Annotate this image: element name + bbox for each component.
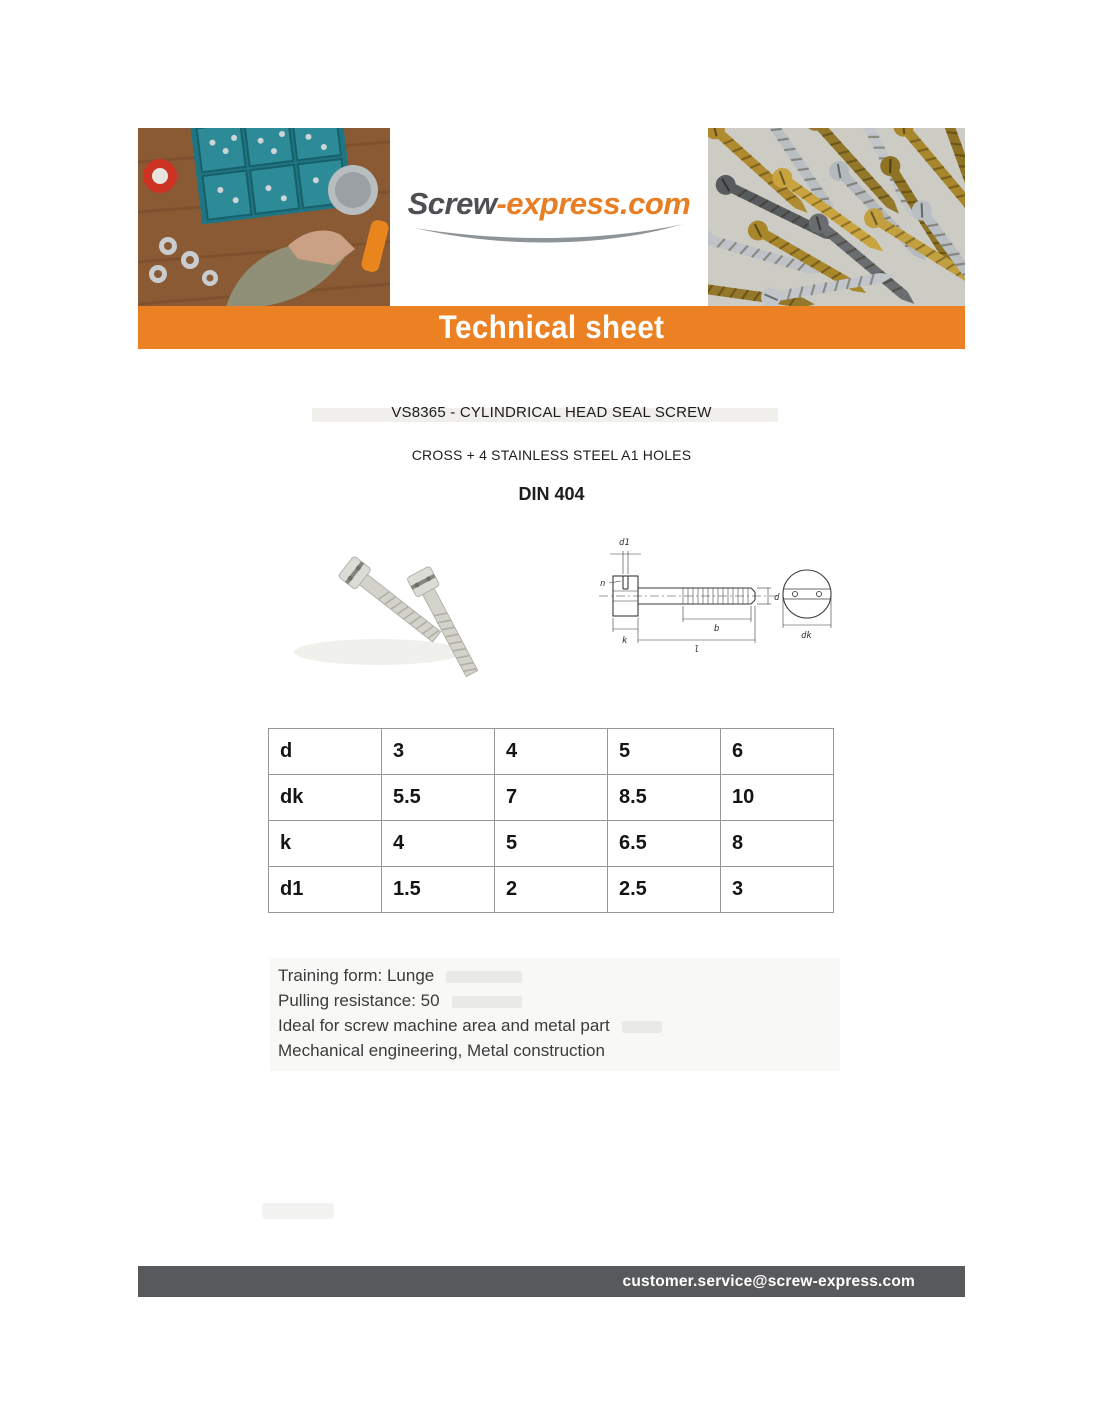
cell-value: 6.5 <box>608 821 721 867</box>
technical-sheet-banner-label: Technical sheet <box>438 309 665 345</box>
table-row-d <box>269 729 834 775</box>
blurred-artifact <box>262 1203 334 1219</box>
row-label: k <box>269 821 382 867</box>
cell-value: 10 <box>721 775 834 821</box>
din-standard-title: DIN 404 <box>518 484 585 504</box>
dim-label-b: b <box>714 624 720 634</box>
workbench-photo-illustration <box>138 128 390 307</box>
cell-value: 4 <box>495 729 608 775</box>
description-line <box>278 1038 840 1063</box>
dim-label-l: l <box>694 645 700 655</box>
description-block <box>270 958 840 1071</box>
cell-value: 5.5 <box>382 775 495 821</box>
description-line <box>278 963 840 988</box>
brand-logo-area <box>390 128 708 307</box>
dimension-table <box>268 728 834 913</box>
description-line <box>278 1013 840 1038</box>
row-label: d <box>269 729 382 775</box>
description-line-text: Ideal for screw machine area and metal part <box>278 1016 610 1035</box>
brand-logo <box>390 186 708 222</box>
cell-value: 5 <box>495 821 608 867</box>
logo-swoosh <box>409 222 689 244</box>
dim-label-n: n <box>600 579 606 589</box>
cell-value: 8 <box>721 821 834 867</box>
brand-name-prefix: Screw <box>407 186 497 221</box>
product-photo <box>278 538 483 680</box>
description-line-text: Mechanical engineering, Metal construction <box>278 1041 605 1060</box>
product-title: VS8365 - CYLINDRICAL HEAD SEAL SCREW <box>391 404 712 421</box>
table-row-k <box>269 821 834 867</box>
brand-name-suffix: -express.com <box>496 186 691 221</box>
screw-pile-illustration <box>708 128 965 307</box>
cell-value: 3 <box>382 729 495 775</box>
table-row-d1 <box>269 867 834 913</box>
cell-value: 3 <box>721 867 834 913</box>
blurred-text-artifact <box>622 1021 662 1033</box>
product-photo-illustration <box>278 538 483 680</box>
footer-bar <box>138 1266 965 1297</box>
row-label: d1 <box>269 867 382 913</box>
description-line-text: Training form: Lunge <box>278 966 435 985</box>
blurred-text-artifact <box>446 971 522 983</box>
cell-value: 6 <box>721 729 834 775</box>
row-label: dk <box>269 775 382 821</box>
header-photo-workbench <box>138 128 390 307</box>
cell-value: 5 <box>608 729 721 775</box>
dim-label-d1: d1 <box>619 538 630 548</box>
technical-sheet-banner <box>138 306 965 349</box>
technical-drawing <box>583 531 845 685</box>
header-photo-screws <box>708 128 965 307</box>
footer-email: customer.service@screw-express.com <box>622 1273 915 1290</box>
dim-label-dk: dk <box>801 631 812 641</box>
cell-value: 8.5 <box>608 775 721 821</box>
dim-label-d: d <box>774 593 780 603</box>
cell-value: 2.5 <box>608 867 721 913</box>
description-line-text: Pulling resistance: 50 <box>278 991 440 1010</box>
cell-value: 7 <box>495 775 608 821</box>
cell-value: 1.5 <box>382 867 495 913</box>
blurred-text-artifact <box>452 996 522 1008</box>
dim-label-k: k <box>622 636 628 646</box>
product-subtitle: CROSS + 4 STAINLESS STEEL A1 HOLES <box>411 447 692 463</box>
cell-value: 4 <box>382 821 495 867</box>
description-line <box>278 988 840 1013</box>
cell-value: 2 <box>495 867 608 913</box>
technical-drawing-svg <box>583 531 845 685</box>
table-row-dk <box>269 775 834 821</box>
